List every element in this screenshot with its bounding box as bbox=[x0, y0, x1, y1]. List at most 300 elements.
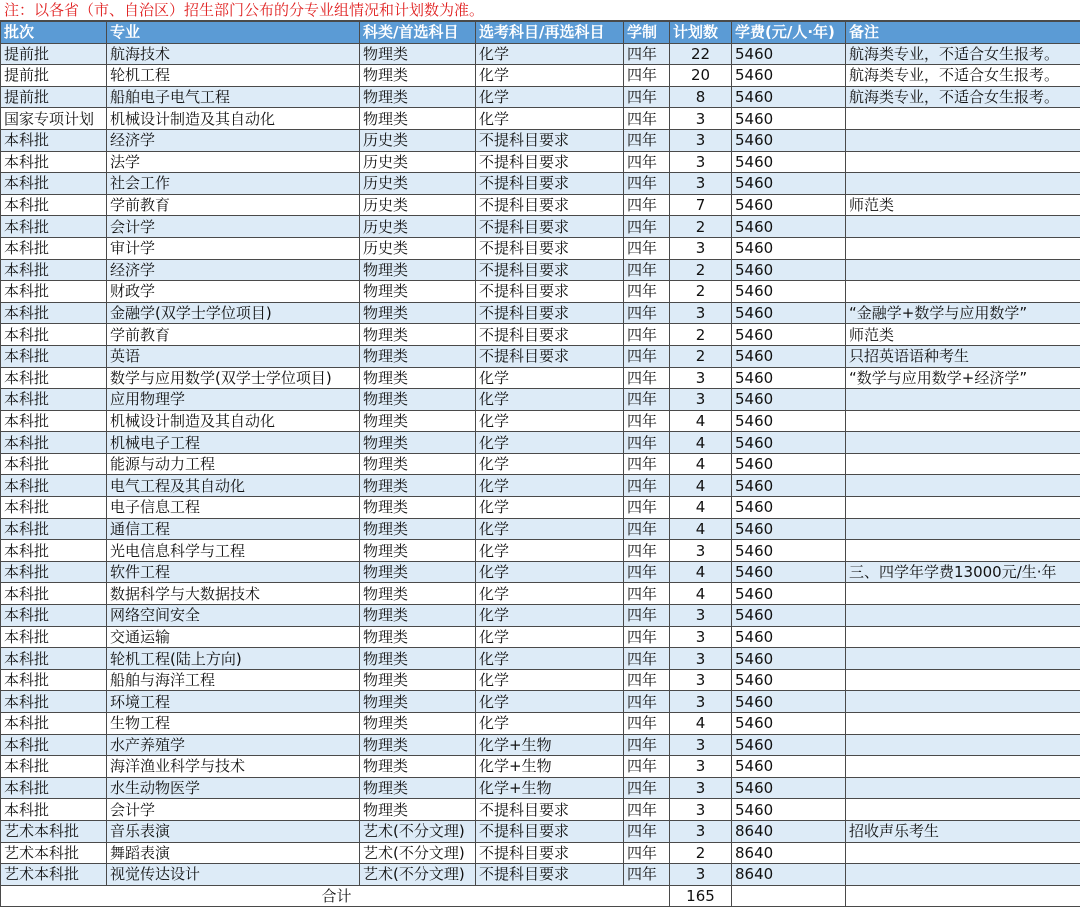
plan-count-cell: 3 bbox=[670, 129, 732, 151]
tuition-cell: 5460 bbox=[732, 583, 846, 605]
duration-cell: 四年 bbox=[624, 108, 670, 130]
batch-cell: 艺术本科批 bbox=[1, 820, 107, 842]
elective-subjects-cell: 化学 bbox=[476, 561, 624, 583]
duration-cell: 四年 bbox=[624, 497, 670, 519]
plan-count-cell: 4 bbox=[670, 518, 732, 540]
major-cell: 轮机工程 bbox=[107, 65, 360, 87]
primary-subject-cell: 历史类 bbox=[360, 151, 476, 173]
batch-cell: 本科批 bbox=[1, 259, 107, 281]
table-row bbox=[1, 669, 1080, 691]
plan-count-cell: 22 bbox=[670, 43, 732, 65]
elective-subjects-cell: 化学 bbox=[476, 475, 624, 497]
tuition-cell: 5460 bbox=[732, 65, 846, 87]
major-cell: 英语 bbox=[107, 345, 360, 367]
elective-subjects-cell: 不提科目要求 bbox=[476, 281, 624, 303]
major-cell: 会计学 bbox=[107, 216, 360, 238]
batch-cell: 本科批 bbox=[1, 605, 107, 627]
batch-cell: 本科批 bbox=[1, 626, 107, 648]
header-major: 专业 bbox=[107, 22, 360, 44]
duration-cell: 四年 bbox=[624, 389, 670, 411]
batch-cell: 本科批 bbox=[1, 173, 107, 195]
batch-cell: 本科批 bbox=[1, 669, 107, 691]
tuition-cell: 5460 bbox=[732, 605, 846, 627]
plan-count-cell: 4 bbox=[670, 561, 732, 583]
tuition-cell: 5460 bbox=[732, 259, 846, 281]
tuition-cell: 5460 bbox=[732, 777, 846, 799]
remarks-cell bbox=[846, 432, 1080, 454]
table-row bbox=[1, 864, 1080, 886]
tuition-cell: 5460 bbox=[732, 173, 846, 195]
primary-subject-cell: 物理类 bbox=[360, 324, 476, 346]
major-cell: 舞蹈表演 bbox=[107, 842, 360, 864]
remarks-cell: 航海类专业，不适合女生报考。 bbox=[846, 65, 1080, 87]
remarks-cell bbox=[846, 669, 1080, 691]
primary-subject-cell: 历史类 bbox=[360, 194, 476, 216]
remarks-cell: “数学与应用数学+经济学” bbox=[846, 367, 1080, 389]
duration-cell: 四年 bbox=[624, 691, 670, 713]
primary-subject-cell: 物理类 bbox=[360, 561, 476, 583]
tuition-cell: 5460 bbox=[732, 194, 846, 216]
elective-subjects-cell: 不提科目要求 bbox=[476, 259, 624, 281]
batch-cell: 国家专项计划 bbox=[1, 108, 107, 130]
remarks-cell bbox=[846, 777, 1080, 799]
table-row bbox=[1, 237, 1080, 259]
major-cell: 学前教育 bbox=[107, 194, 360, 216]
major-cell: 环境工程 bbox=[107, 691, 360, 713]
plan-count-cell: 4 bbox=[670, 475, 732, 497]
plan-count-cell: 3 bbox=[670, 777, 732, 799]
primary-subject-cell: 物理类 bbox=[360, 497, 476, 519]
batch-cell: 提前批 bbox=[1, 86, 107, 108]
major-cell: 轮机工程(陆上方向) bbox=[107, 648, 360, 670]
total-row bbox=[1, 885, 1080, 907]
elective-subjects-cell: 不提科目要求 bbox=[476, 820, 624, 842]
plan-count-cell: 4 bbox=[670, 410, 732, 432]
plan-count-cell: 2 bbox=[670, 216, 732, 238]
elective-subjects-cell: 不提科目要求 bbox=[476, 302, 624, 324]
batch-cell: 本科批 bbox=[1, 453, 107, 475]
table-row bbox=[1, 367, 1080, 389]
primary-subject-cell: 物理类 bbox=[360, 389, 476, 411]
elective-subjects-cell: 化学 bbox=[476, 410, 624, 432]
tuition-cell: 5460 bbox=[732, 367, 846, 389]
duration-cell: 四年 bbox=[624, 648, 670, 670]
remarks-cell bbox=[846, 389, 1080, 411]
elective-subjects-cell: 化学 bbox=[476, 43, 624, 65]
tuition-cell: 5460 bbox=[732, 43, 846, 65]
duration-cell: 四年 bbox=[624, 173, 670, 195]
primary-subject-cell: 物理类 bbox=[360, 605, 476, 627]
tuition-cell: 5460 bbox=[732, 237, 846, 259]
total-empty-cell bbox=[846, 885, 1080, 907]
plan-count-cell: 3 bbox=[670, 756, 732, 778]
remarks-cell bbox=[846, 129, 1080, 151]
table-row bbox=[1, 432, 1080, 454]
tuition-cell: 5460 bbox=[732, 151, 846, 173]
batch-cell: 本科批 bbox=[1, 345, 107, 367]
table-row bbox=[1, 108, 1080, 130]
major-cell: 会计学 bbox=[107, 799, 360, 821]
table-row bbox=[1, 281, 1080, 303]
elective-subjects-cell: 不提科目要求 bbox=[476, 799, 624, 821]
major-cell: 法学 bbox=[107, 151, 360, 173]
batch-cell: 本科批 bbox=[1, 475, 107, 497]
major-cell: 经济学 bbox=[107, 259, 360, 281]
table-row bbox=[1, 561, 1080, 583]
table-row bbox=[1, 518, 1080, 540]
table-row bbox=[1, 756, 1080, 778]
major-cell: 视觉传达设计 bbox=[107, 864, 360, 886]
primary-subject-cell: 物理类 bbox=[360, 583, 476, 605]
elective-subjects-cell: 化学 bbox=[476, 518, 624, 540]
major-cell: 机械设计制造及其自动化 bbox=[107, 410, 360, 432]
batch-cell: 本科批 bbox=[1, 648, 107, 670]
duration-cell: 四年 bbox=[624, 864, 670, 886]
plan-count-cell: 3 bbox=[670, 648, 732, 670]
duration-cell: 四年 bbox=[624, 605, 670, 627]
plan-count-cell: 3 bbox=[670, 734, 732, 756]
primary-subject-cell: 物理类 bbox=[360, 648, 476, 670]
plan-count-cell: 7 bbox=[670, 194, 732, 216]
batch-cell: 本科批 bbox=[1, 432, 107, 454]
remarks-cell: 航海类专业，不适合女生报考。 bbox=[846, 43, 1080, 65]
elective-subjects-cell: 化学 bbox=[476, 605, 624, 627]
table-row bbox=[1, 389, 1080, 411]
plan-count-cell: 3 bbox=[670, 626, 732, 648]
table-body bbox=[1, 43, 1080, 885]
duration-cell: 四年 bbox=[624, 475, 670, 497]
plan-count-cell: 3 bbox=[670, 389, 732, 411]
major-cell: 学前教育 bbox=[107, 324, 360, 346]
plan-count-cell: 4 bbox=[670, 497, 732, 519]
tuition-cell: 5460 bbox=[732, 497, 846, 519]
elective-subjects-cell: 化学 bbox=[476, 65, 624, 87]
remarks-cell bbox=[846, 281, 1080, 303]
elective-subjects-cell: 化学 bbox=[476, 540, 624, 562]
major-cell: 机械电子工程 bbox=[107, 432, 360, 454]
elective-subjects-cell: 化学 bbox=[476, 669, 624, 691]
duration-cell: 四年 bbox=[624, 453, 670, 475]
elective-subjects-cell: 化学 bbox=[476, 583, 624, 605]
remarks-cell bbox=[846, 173, 1080, 195]
tuition-cell: 5460 bbox=[732, 432, 846, 454]
elective-subjects-cell: 化学 bbox=[476, 497, 624, 519]
tuition-cell: 5460 bbox=[732, 453, 846, 475]
batch-cell: 本科批 bbox=[1, 777, 107, 799]
tuition-cell: 5460 bbox=[732, 86, 846, 108]
header-plan-count: 计划数 bbox=[670, 22, 732, 44]
major-cell: 数据科学与大数据技术 bbox=[107, 583, 360, 605]
remarks-cell bbox=[846, 691, 1080, 713]
plan-count-cell: 4 bbox=[670, 432, 732, 454]
elective-subjects-cell: 不提科目要求 bbox=[476, 151, 624, 173]
batch-cell: 本科批 bbox=[1, 367, 107, 389]
table-row bbox=[1, 453, 1080, 475]
primary-subject-cell: 物理类 bbox=[360, 432, 476, 454]
plan-count-cell: 3 bbox=[670, 669, 732, 691]
elective-subjects-cell: 不提科目要求 bbox=[476, 173, 624, 195]
batch-cell: 本科批 bbox=[1, 756, 107, 778]
duration-cell: 四年 bbox=[624, 734, 670, 756]
primary-subject-cell: 物理类 bbox=[360, 43, 476, 65]
remarks-cell: “金融学+数学与应用数学” bbox=[846, 302, 1080, 324]
remarks-cell bbox=[846, 626, 1080, 648]
primary-subject-cell: 物理类 bbox=[360, 367, 476, 389]
major-cell: 电气工程及其自动化 bbox=[107, 475, 360, 497]
tuition-cell: 5460 bbox=[732, 799, 846, 821]
tuition-cell: 5460 bbox=[732, 648, 846, 670]
batch-cell: 本科批 bbox=[1, 561, 107, 583]
primary-subject-cell: 物理类 bbox=[360, 734, 476, 756]
tuition-cell: 5460 bbox=[732, 324, 846, 346]
tuition-cell: 8640 bbox=[732, 842, 846, 864]
table-row bbox=[1, 302, 1080, 324]
primary-subject-cell: 物理类 bbox=[360, 86, 476, 108]
major-cell: 应用物理学 bbox=[107, 389, 360, 411]
tuition-cell: 5460 bbox=[732, 108, 846, 130]
plan-count-cell: 4 bbox=[670, 713, 732, 735]
remarks-cell bbox=[846, 734, 1080, 756]
table-row bbox=[1, 583, 1080, 605]
plan-count-cell: 2 bbox=[670, 259, 732, 281]
table-row bbox=[1, 799, 1080, 821]
elective-subjects-cell: 不提科目要求 bbox=[476, 345, 624, 367]
primary-subject-cell: 物理类 bbox=[360, 799, 476, 821]
duration-cell: 四年 bbox=[624, 151, 670, 173]
remarks-cell bbox=[846, 237, 1080, 259]
table-row bbox=[1, 713, 1080, 735]
duration-cell: 四年 bbox=[624, 65, 670, 87]
remarks-cell bbox=[846, 583, 1080, 605]
elective-subjects-cell: 不提科目要求 bbox=[476, 842, 624, 864]
primary-subject-cell: 历史类 bbox=[360, 173, 476, 195]
plan-count-cell: 2 bbox=[670, 324, 732, 346]
primary-subject-cell: 物理类 bbox=[360, 691, 476, 713]
sheet-note: 注：以各省（市、自治区）招生部门公布的分专业组情况和计划数为准。 bbox=[0, 0, 1080, 21]
table-row bbox=[1, 648, 1080, 670]
duration-cell: 四年 bbox=[624, 410, 670, 432]
primary-subject-cell: 历史类 bbox=[360, 237, 476, 259]
remarks-cell bbox=[846, 108, 1080, 130]
remarks-cell: 师范类 bbox=[846, 194, 1080, 216]
tuition-cell: 5460 bbox=[732, 475, 846, 497]
primary-subject-cell: 物理类 bbox=[360, 713, 476, 735]
duration-cell: 四年 bbox=[624, 259, 670, 281]
plan-count-cell: 4 bbox=[670, 453, 732, 475]
elective-subjects-cell: 化学 bbox=[476, 453, 624, 475]
batch-cell: 本科批 bbox=[1, 691, 107, 713]
primary-subject-cell: 物理类 bbox=[360, 669, 476, 691]
tuition-cell: 5460 bbox=[732, 302, 846, 324]
batch-cell: 本科批 bbox=[1, 734, 107, 756]
batch-cell: 本科批 bbox=[1, 151, 107, 173]
table-row bbox=[1, 842, 1080, 864]
duration-cell: 四年 bbox=[624, 324, 670, 346]
remarks-cell bbox=[846, 713, 1080, 735]
remarks-cell bbox=[846, 864, 1080, 886]
duration-cell: 四年 bbox=[624, 820, 670, 842]
primary-subject-cell: 物理类 bbox=[360, 302, 476, 324]
elective-subjects-cell: 不提科目要求 bbox=[476, 237, 624, 259]
elective-subjects-cell: 化学 bbox=[476, 389, 624, 411]
batch-cell: 本科批 bbox=[1, 129, 107, 151]
primary-subject-cell: 物理类 bbox=[360, 259, 476, 281]
elective-subjects-cell: 化学 bbox=[476, 86, 624, 108]
table-row bbox=[1, 626, 1080, 648]
major-cell: 机械设计制造及其自动化 bbox=[107, 108, 360, 130]
elective-subjects-cell: 化学 bbox=[476, 626, 624, 648]
major-cell: 生物工程 bbox=[107, 713, 360, 735]
batch-cell: 本科批 bbox=[1, 799, 107, 821]
header-primary-subject: 科类/首选科目 bbox=[360, 22, 476, 44]
plan-count-cell: 3 bbox=[670, 367, 732, 389]
duration-cell: 四年 bbox=[624, 561, 670, 583]
plan-count-cell: 3 bbox=[670, 173, 732, 195]
remarks-cell bbox=[846, 216, 1080, 238]
plan-count-cell: 4 bbox=[670, 583, 732, 605]
table-row bbox=[1, 345, 1080, 367]
primary-subject-cell: 艺术(不分文理) bbox=[360, 842, 476, 864]
batch-cell: 本科批 bbox=[1, 194, 107, 216]
remarks-cell bbox=[846, 756, 1080, 778]
major-cell: 电子信息工程 bbox=[107, 497, 360, 519]
major-cell: 软件工程 bbox=[107, 561, 360, 583]
table-row bbox=[1, 194, 1080, 216]
remarks-cell bbox=[846, 605, 1080, 627]
major-cell: 金融学(双学士学位项目) bbox=[107, 302, 360, 324]
table-row bbox=[1, 540, 1080, 562]
remarks-cell: 招收声乐考生 bbox=[846, 820, 1080, 842]
major-cell: 海洋渔业科学与技术 bbox=[107, 756, 360, 778]
duration-cell: 四年 bbox=[624, 216, 670, 238]
plan-count-cell: 3 bbox=[670, 864, 732, 886]
duration-cell: 四年 bbox=[624, 345, 670, 367]
batch-cell: 本科批 bbox=[1, 497, 107, 519]
primary-subject-cell: 物理类 bbox=[360, 626, 476, 648]
header-duration: 学制 bbox=[624, 22, 670, 44]
tuition-cell: 5460 bbox=[732, 389, 846, 411]
elective-subjects-cell: 不提科目要求 bbox=[476, 194, 624, 216]
remarks-cell bbox=[846, 799, 1080, 821]
elective-subjects-cell: 化学+生物 bbox=[476, 756, 624, 778]
table-row bbox=[1, 691, 1080, 713]
duration-cell: 四年 bbox=[624, 432, 670, 454]
remarks-cell: 三、四学年学费13000元/生·年 bbox=[846, 561, 1080, 583]
major-cell: 音乐表演 bbox=[107, 820, 360, 842]
primary-subject-cell: 历史类 bbox=[360, 129, 476, 151]
table-row bbox=[1, 324, 1080, 346]
total-label: 合计 bbox=[1, 885, 670, 907]
batch-cell: 提前批 bbox=[1, 43, 107, 65]
primary-subject-cell: 物理类 bbox=[360, 475, 476, 497]
duration-cell: 四年 bbox=[624, 281, 670, 303]
elective-subjects-cell: 化学+生物 bbox=[476, 777, 624, 799]
duration-cell: 四年 bbox=[624, 43, 670, 65]
enrollment-plan-table bbox=[0, 21, 1080, 907]
elective-subjects-cell: 不提科目要求 bbox=[476, 864, 624, 886]
table-row bbox=[1, 734, 1080, 756]
major-cell: 水生动物医学 bbox=[107, 777, 360, 799]
plan-count-cell: 2 bbox=[670, 345, 732, 367]
duration-cell: 四年 bbox=[624, 194, 670, 216]
plan-count-cell: 3 bbox=[670, 108, 732, 130]
tuition-cell: 5460 bbox=[732, 345, 846, 367]
primary-subject-cell: 物理类 bbox=[360, 453, 476, 475]
duration-cell: 四年 bbox=[624, 669, 670, 691]
elective-subjects-cell: 化学 bbox=[476, 432, 624, 454]
duration-cell: 四年 bbox=[624, 367, 670, 389]
batch-cell: 本科批 bbox=[1, 281, 107, 303]
table-row bbox=[1, 410, 1080, 432]
major-cell: 审计学 bbox=[107, 237, 360, 259]
batch-cell: 艺术本科批 bbox=[1, 864, 107, 886]
duration-cell: 四年 bbox=[624, 626, 670, 648]
header-tuition: 学费(元/人·年) bbox=[732, 22, 846, 44]
tuition-cell: 5460 bbox=[732, 216, 846, 238]
tuition-cell: 5460 bbox=[732, 410, 846, 432]
tuition-cell: 8640 bbox=[732, 864, 846, 886]
duration-cell: 四年 bbox=[624, 129, 670, 151]
batch-cell: 艺术本科批 bbox=[1, 842, 107, 864]
batch-cell: 本科批 bbox=[1, 302, 107, 324]
remarks-cell bbox=[846, 842, 1080, 864]
table-row bbox=[1, 129, 1080, 151]
header-elective-subjects: 选考科目/再选科目 bbox=[476, 22, 624, 44]
primary-subject-cell: 物理类 bbox=[360, 65, 476, 87]
major-cell: 网络空间安全 bbox=[107, 605, 360, 627]
total-empty-cell bbox=[732, 885, 846, 907]
primary-subject-cell: 艺术(不分文理) bbox=[360, 820, 476, 842]
duration-cell: 四年 bbox=[624, 583, 670, 605]
batch-cell: 本科批 bbox=[1, 324, 107, 346]
duration-cell: 四年 bbox=[624, 302, 670, 324]
elective-subjects-cell: 化学 bbox=[476, 108, 624, 130]
plan-count-cell: 3 bbox=[670, 302, 732, 324]
primary-subject-cell: 物理类 bbox=[360, 281, 476, 303]
tuition-cell: 5460 bbox=[732, 734, 846, 756]
table-row bbox=[1, 475, 1080, 497]
major-cell: 光电信息科学与工程 bbox=[107, 540, 360, 562]
batch-cell: 本科批 bbox=[1, 410, 107, 432]
total-count: 165 bbox=[670, 885, 732, 907]
elective-subjects-cell: 化学 bbox=[476, 648, 624, 670]
table-row bbox=[1, 43, 1080, 65]
duration-cell: 四年 bbox=[624, 86, 670, 108]
remarks-cell bbox=[846, 475, 1080, 497]
remarks-cell bbox=[846, 540, 1080, 562]
tuition-cell: 5460 bbox=[732, 756, 846, 778]
batch-cell: 本科批 bbox=[1, 583, 107, 605]
tuition-cell: 5460 bbox=[732, 691, 846, 713]
table-row bbox=[1, 777, 1080, 799]
plan-count-cell: 3 bbox=[670, 820, 732, 842]
duration-cell: 四年 bbox=[624, 713, 670, 735]
major-cell: 社会工作 bbox=[107, 173, 360, 195]
plan-count-cell: 8 bbox=[670, 86, 732, 108]
major-cell: 财政学 bbox=[107, 281, 360, 303]
major-cell: 能源与动力工程 bbox=[107, 453, 360, 475]
tuition-cell: 8640 bbox=[732, 820, 846, 842]
duration-cell: 四年 bbox=[624, 799, 670, 821]
tuition-cell: 5460 bbox=[732, 281, 846, 303]
tuition-cell: 5460 bbox=[732, 540, 846, 562]
remarks-cell: 只招英语语种考生 bbox=[846, 345, 1080, 367]
tuition-cell: 5460 bbox=[732, 518, 846, 540]
elective-subjects-cell: 化学+生物 bbox=[476, 734, 624, 756]
major-cell: 交通运输 bbox=[107, 626, 360, 648]
duration-cell: 四年 bbox=[624, 842, 670, 864]
remarks-cell bbox=[846, 648, 1080, 670]
